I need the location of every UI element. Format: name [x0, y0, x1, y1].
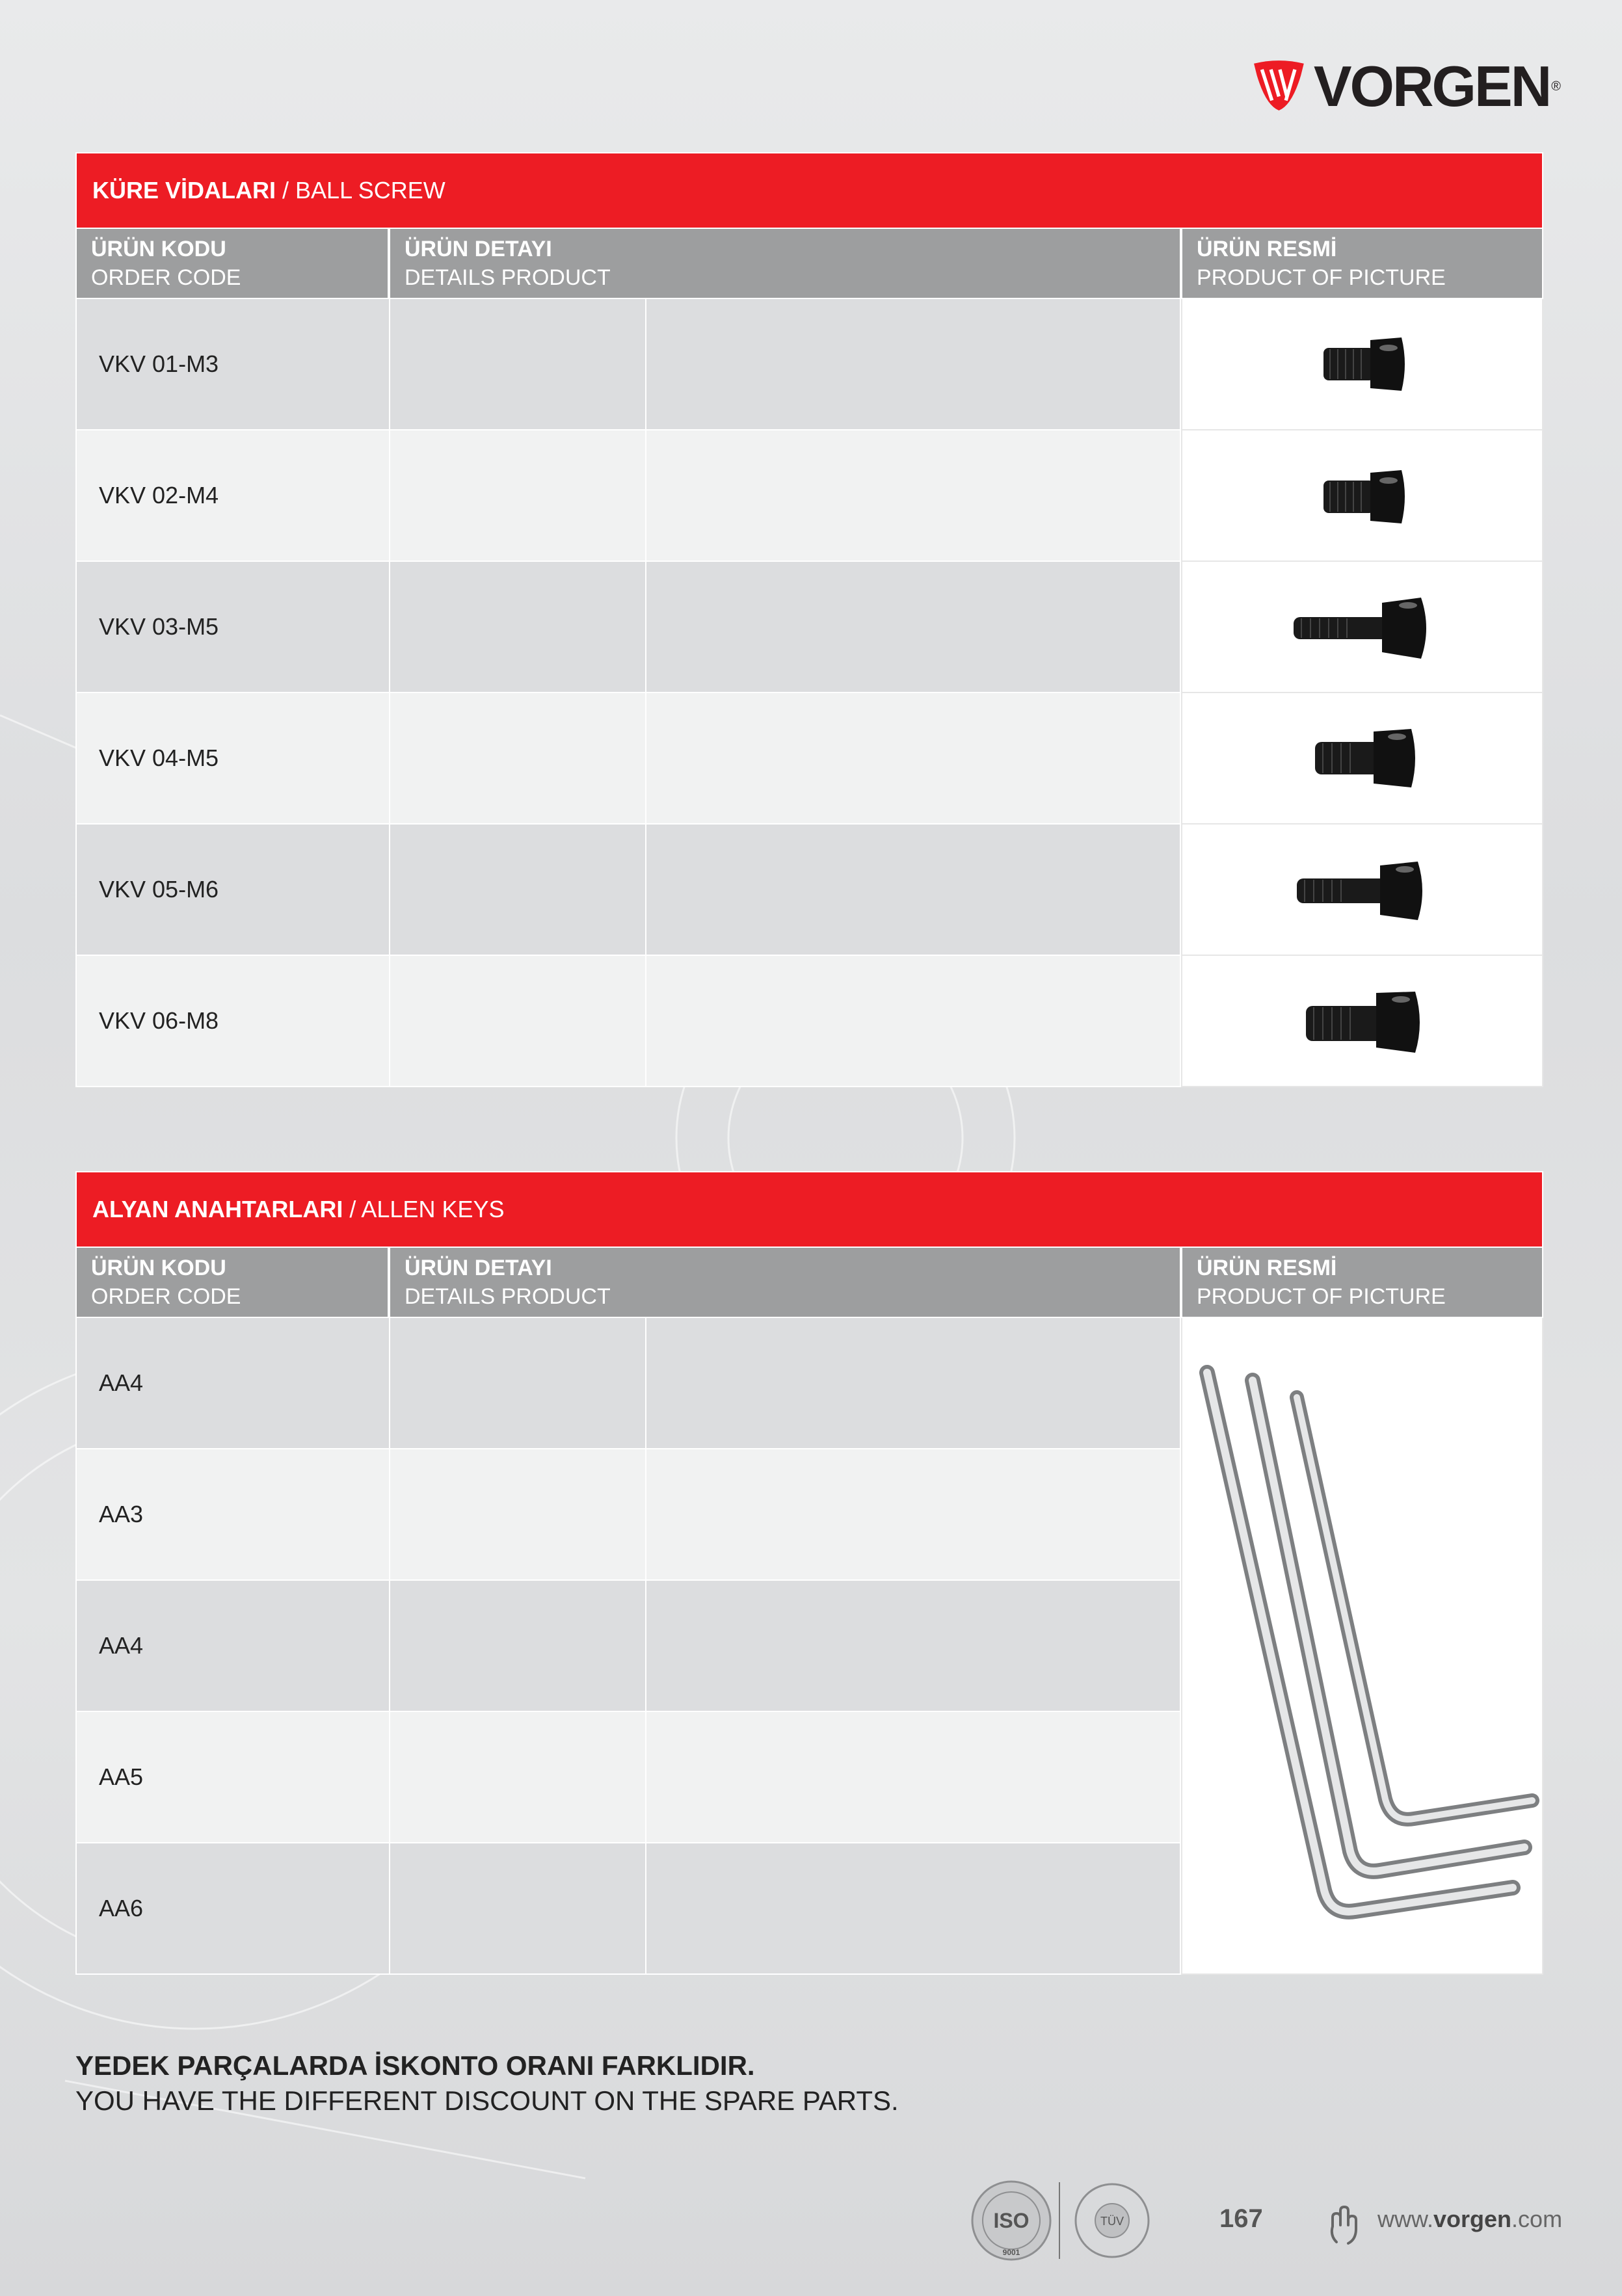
svg-text:TÜV: TÜV: [1100, 2215, 1124, 2228]
detail-cell: [389, 1712, 645, 1843]
detail-cell: [389, 1449, 645, 1581]
detail-cell: [645, 430, 1181, 562]
detail-cell: [389, 430, 645, 562]
order-code: AA6: [75, 1843, 389, 1975]
ball-screw-table: [75, 152, 1543, 1087]
order-code: VKV 01-M3: [75, 299, 389, 430]
discount-notice: [75, 2048, 899, 2118]
product-picture: [1181, 956, 1543, 1087]
section-title: [75, 1171, 1543, 1248]
screw-m4-icon: [1310, 460, 1415, 531]
website-link[interactable]: www.vorgen.com: [1377, 2206, 1563, 2232]
table-row: [75, 1318, 1181, 1449]
order-code: VKV 06-M8: [75, 956, 389, 1087]
table-row: [75, 430, 1181, 562]
product-picture: [1181, 562, 1543, 693]
detail-cell: [645, 1581, 1181, 1712]
product-picture: [1181, 299, 1543, 430]
order-code: VKV 03-M5: [75, 562, 389, 693]
allen-keys-icon: [1182, 1318, 1542, 1973]
table-row: [75, 1581, 1181, 1712]
vorgen-logo: [1252, 51, 1561, 122]
detail-cell: [645, 825, 1181, 956]
product-picture: [1181, 825, 1543, 956]
order-code: VKV 02-M4: [75, 430, 389, 562]
section-title-en: / BALL SCREW: [282, 177, 445, 204]
product-picture: [1181, 430, 1543, 562]
screw-m3-icon: [1310, 328, 1415, 400]
product-picture: [1181, 693, 1543, 825]
detail-cell: [389, 562, 645, 693]
screw-m8-icon: [1294, 985, 1431, 1057]
table-header: [75, 229, 1543, 299]
order-code: AA5: [75, 1712, 389, 1843]
svg-text:9001: 9001: [1002, 2248, 1020, 2257]
allen-keys-table: [75, 1171, 1543, 1975]
section-title-en: / ALLEN KEYS: [349, 1196, 505, 1222]
notice-tr: YEDEK PARÇALARDA İSKONTO ORANI FARKLIDIR.: [75, 2050, 755, 2081]
picture-column: [1181, 1318, 1543, 1975]
section-title: [75, 152, 1543, 229]
table-row: [75, 1449, 1181, 1581]
logo-wordmark: VORGEN: [1313, 54, 1550, 118]
table-row: [75, 956, 1181, 1087]
table-row: [75, 1843, 1181, 1975]
table-row: [75, 299, 1181, 430]
page-number: 167: [1219, 2204, 1263, 2233]
detail-cell: [389, 825, 645, 956]
svg-text:ISO: ISO: [993, 2209, 1030, 2232]
detail-cell: [389, 693, 645, 825]
detail-cell: [389, 299, 645, 430]
hand-cursor-icon: [1323, 2203, 1369, 2249]
screw-m5-long-icon: [1284, 591, 1441, 663]
detail-cell: [389, 1843, 645, 1975]
table-row: [75, 825, 1181, 956]
screw-m6-icon: [1288, 854, 1437, 925]
registered-mark: ®: [1551, 79, 1561, 94]
tuv-badge-icon: [1073, 2182, 1151, 2260]
table-header: [75, 1248, 1543, 1318]
order-code: AA3: [75, 1449, 389, 1581]
table-row: [75, 1712, 1181, 1843]
detail-cell: [645, 299, 1181, 430]
vorgen-shield-icon: [1252, 53, 1306, 120]
detail-cell: [389, 1318, 645, 1449]
header-details: ÜRÜN DETAYI DETAILS PRODUCT: [389, 1248, 1181, 1318]
section-title-tr: KÜRE VİDALARI: [92, 177, 276, 204]
header-details: ÜRÜN DETAYI DETAILS PRODUCT: [389, 229, 1181, 299]
detail-cell: [389, 1581, 645, 1712]
detail-cell: [645, 1449, 1181, 1581]
picture-column: [1181, 299, 1543, 1087]
detail-cell: [645, 693, 1181, 825]
detail-cell: [645, 1843, 1181, 1975]
detail-cell: [645, 956, 1181, 1087]
product-picture: [1181, 1318, 1543, 1975]
page-footer: [969, 2178, 1563, 2263]
order-code: AA4: [75, 1581, 389, 1712]
section-title-tr: ALYAN ANAHTARLARI: [92, 1196, 343, 1222]
notice-en: YOU HAVE THE DIFFERENT DISCOUNT ON THE SPARE PARTS.: [75, 2085, 899, 2116]
header-picture: ÜRÜN RESMİ PRODUCT OF PICTURE: [1181, 229, 1543, 299]
order-code: VKV 05-M6: [75, 825, 389, 956]
table-row: [75, 562, 1181, 693]
iso-badge-icon: [969, 2178, 1054, 2263]
order-code: AA4: [75, 1318, 389, 1449]
detail-cell: [645, 1712, 1181, 1843]
footer-divider: [1059, 2182, 1060, 2259]
order-code: VKV 04-M5: [75, 693, 389, 825]
table-row: [75, 693, 1181, 825]
detail-cell: [389, 956, 645, 1087]
header-picture: ÜRÜN RESMİ PRODUCT OF PICTURE: [1181, 1248, 1543, 1318]
detail-cell: [645, 1318, 1181, 1449]
detail-cell: [645, 562, 1181, 693]
screw-m5-icon: [1301, 722, 1424, 794]
header-order-code: ÜRÜN KODU ORDER CODE: [75, 1248, 389, 1318]
header-order-code: ÜRÜN KODU ORDER CODE: [75, 229, 389, 299]
